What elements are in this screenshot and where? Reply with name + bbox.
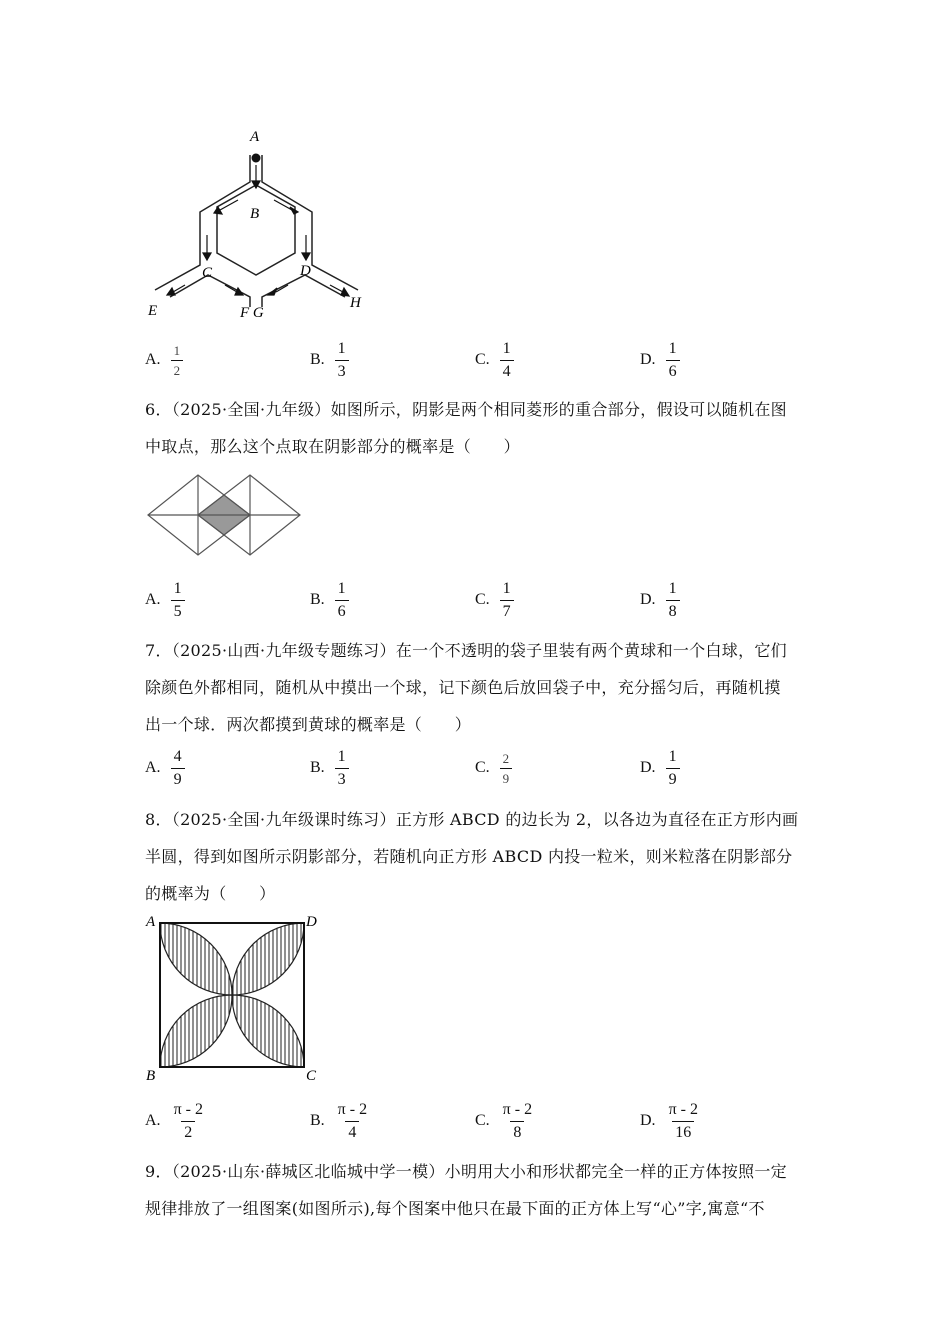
q7-options (145, 746, 845, 790)
q8-options (145, 1099, 845, 1143)
q5-options (145, 338, 845, 382)
label-C: C (202, 265, 213, 281)
label-A: A (250, 129, 260, 145)
option-a[interactable]: A. $\frac{4}{9}$ (145, 746, 185, 790)
label-B: B (250, 206, 260, 222)
label-C: C (306, 1068, 317, 1084)
option-c[interactable]: C. $\frac{1}{4}$ (475, 338, 514, 382)
option-c[interactable]: C. $\frac{\pi - 2}{8}$ (475, 1100, 533, 1141)
q9-text-line2: 规律排放了一组图案(如图所示),每个图案中他只在最下面的正方体上写“心”字,寓意“不 (145, 1199, 765, 1218)
label-FG: F G (240, 305, 264, 321)
q8-square-figure (140, 908, 330, 1088)
option-d[interactable]: D. $\frac{1}{9}$ (640, 746, 680, 790)
option-d[interactable]: D. $\frac{\pi - 2}{16}$ (640, 1100, 698, 1141)
q8-text-line1: 8．（2025·全国·九年级课时练习）正方形 ABCD 的边长为 2，以各边为直径在正方形内画 (145, 810, 799, 829)
option-b[interactable]: B. $\frac{1}{3}$ (310, 746, 349, 790)
label-A: A (146, 914, 156, 930)
q6-rhombus-figure (145, 470, 305, 560)
q6-text-line2: 中取点，那么这个点取在阴影部分的概率是（ ） (145, 437, 520, 456)
option-b[interactable]: B. $\frac{\pi - 2}{4}$ (310, 1100, 368, 1141)
option-a[interactable]: A. $\frac{1}{2}$ (145, 338, 183, 382)
label-D: D (300, 263, 311, 279)
label-H: H (350, 295, 361, 311)
option-a[interactable]: A. $\frac{1}{5}$ (145, 578, 185, 622)
option-c[interactable]: C. $\frac{2}{9}$ (475, 746, 512, 790)
label-B: B (146, 1068, 156, 1084)
option-b[interactable]: B. $\frac{1}{6}$ (310, 578, 349, 622)
q7-text-line2: 除颜色外都相同，随机从中摸出一个球，记下颜色后放回袋子中，充分摇匀后，再随机摸 (145, 678, 781, 697)
option-c[interactable]: C. $\frac{1}{7}$ (475, 578, 514, 622)
q6-options (145, 578, 845, 622)
q8-text-line2: 半圆，得到如图所示阴影部分，若随机向正方形 ABCD 内投一粒米，则米粒落在阴影部分 (145, 847, 793, 866)
option-d[interactable]: D. $\frac{1}{6}$ (640, 338, 680, 382)
q5-maze-figure (140, 125, 380, 325)
q8-text-line3: 的概率为（ ） (145, 884, 276, 903)
option-b[interactable]: B. $\frac{1}{3}$ (310, 338, 349, 382)
q7-text-line1: 7．（2025·山西·九年级专题练习）在一个不透明的袋子里装有两个黄球和一个白球，它们 (145, 641, 787, 660)
q9-text-line1: 9．（2025·山东·薛城区北临城中学一模）小明用大小和形状都完全一样的正方体按照一定 (145, 1162, 787, 1181)
q6-text-line1: 6．（2025·全国·九年级）如图所示，阴影是两个相同菱形的重合部分，假设可以随机在图 (145, 400, 787, 419)
label-E: E (148, 303, 158, 319)
option-d[interactable]: D. $\frac{1}{8}$ (640, 578, 680, 622)
option-a[interactable]: A. $\frac{\pi - 2}{2}$ (145, 1100, 203, 1141)
q7-text-line3: 出一个球．两次都摸到黄球的概率是（ ） (145, 715, 472, 734)
label-D: D (306, 914, 317, 930)
